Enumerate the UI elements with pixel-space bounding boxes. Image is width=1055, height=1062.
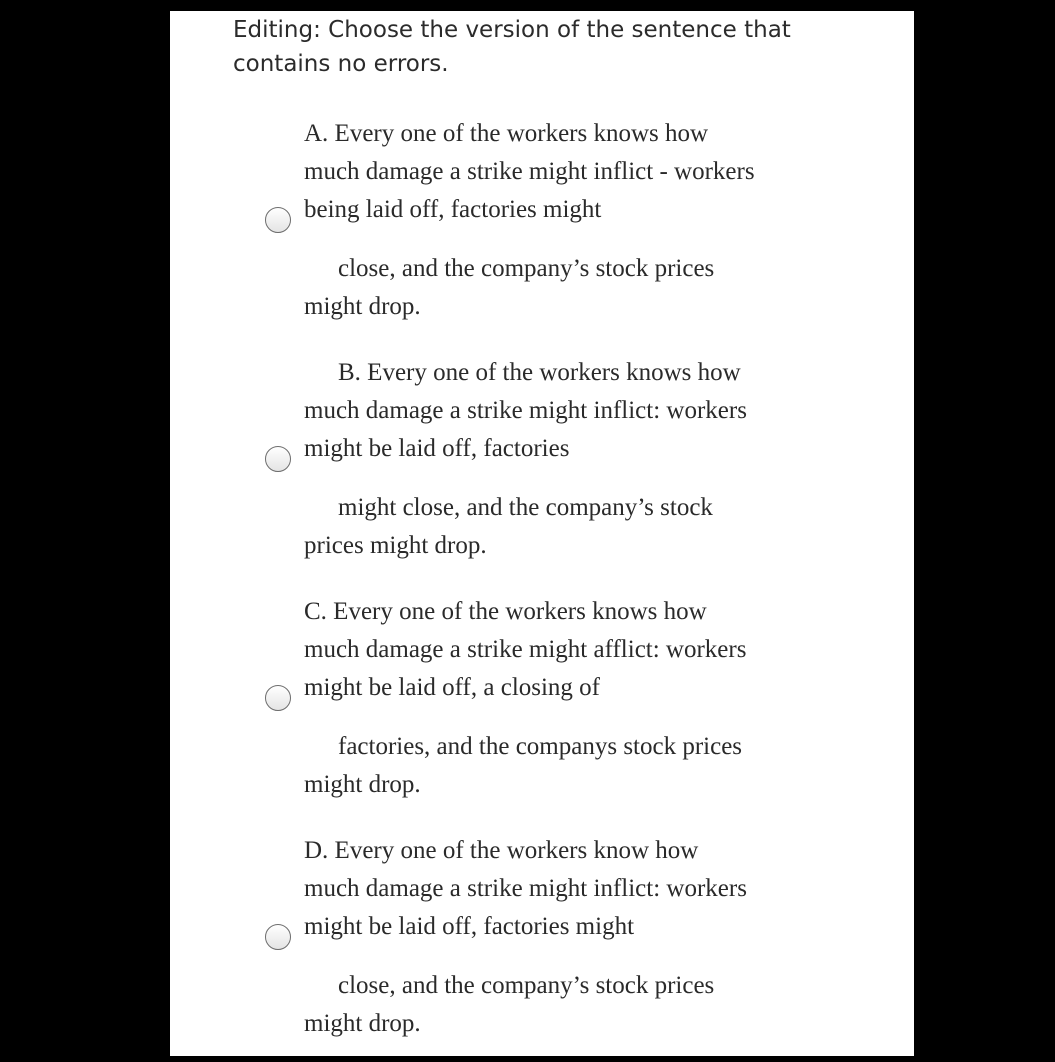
option-b-line-4: might close, and the company’s stock (338, 494, 713, 521)
answer-option-c[interactable] (265, 593, 825, 823)
option-c-line-3: might be laid off, a closing of (304, 674, 601, 701)
radio-button-option-b[interactable] (265, 446, 291, 472)
option-a-line-1: A. Every one of the workers knows how (304, 120, 709, 147)
option-d-line-5: might drop. (304, 1010, 421, 1037)
option-b-text (304, 354, 804, 565)
option-d-line-3: might be laid off, factories might (304, 913, 635, 940)
question-prompt-line-1: Editing: Choose the version of the sentence that (233, 17, 791, 43)
option-c-line-1: C. Every one of the workers knows how (304, 598, 707, 625)
question-prompt-line-2: contains no errors. (233, 51, 449, 77)
option-b-line-2: much damage a strike might inflict: workers (304, 397, 747, 424)
option-a-line-5: might drop. (304, 293, 421, 320)
option-b-line-5: prices might drop. (304, 532, 487, 559)
option-a-line-2: much damage a strike might inflict - workers (304, 158, 755, 185)
option-c-text (304, 593, 804, 804)
question-prompt (233, 13, 833, 81)
answer-option-a[interactable] (265, 115, 825, 345)
option-a-line-4: close, and the company’s stock prices (338, 255, 715, 282)
option-c-line-5: might drop. (304, 771, 421, 798)
option-c-line-4: factories, and the companys stock prices (338, 733, 743, 760)
radio-button-option-d[interactable] (265, 924, 291, 950)
option-a-text (304, 115, 804, 326)
option-d-line-2: much damage a strike might inflict: workers (304, 875, 747, 902)
option-a-line-3: being laid off, factories might (304, 196, 602, 223)
option-d-text (304, 832, 804, 1043)
option-d-line-1: D. Every one of the workers know how (304, 837, 699, 864)
option-c-line-2: much damage a strike might afflict: workers (304, 636, 747, 663)
answer-option-b[interactable] (265, 354, 825, 584)
radio-button-option-c[interactable] (265, 685, 291, 711)
option-b-line-1: B. Every one of the workers knows how (338, 359, 741, 386)
option-d-line-4: close, and the company’s stock prices (338, 972, 715, 999)
answer-option-d[interactable] (265, 832, 825, 1062)
option-b-line-3: might be laid off, factories (304, 435, 570, 462)
radio-button-option-a[interactable] (265, 207, 291, 233)
